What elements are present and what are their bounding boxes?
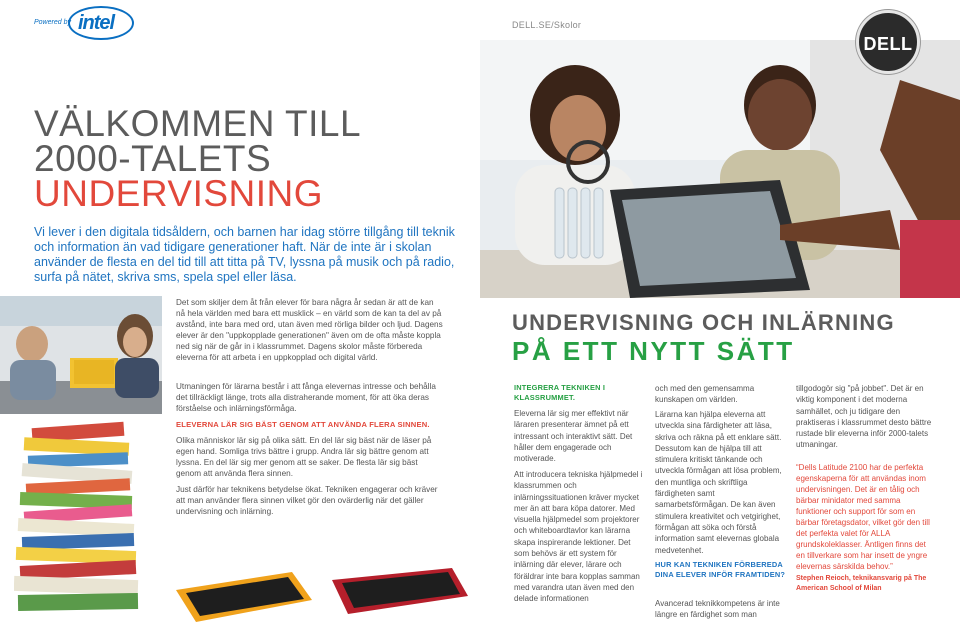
future-heading: HUR KAN TEKNIKEN FÖRBEREDA DINA ELEVER INFÖR FRAMTIDEN? (655, 560, 786, 579)
title-line-3: UNDERVISNING (34, 173, 324, 214)
intel-logo: intel (68, 6, 134, 40)
col1-paragraph-2: Att introducera tekniska hjälpmedel i klassrummen och inlärningssituationen kräver mycket mer än att bara köpa datorer. Med visuella hjälpmedel som projektorer och whiteboardtavlor kan lärarna skapa inspirerande lektioner. Det som behövs är ett system för inlärning där elever, lärare och föräldrar inte bara kopplas samman med varandra utan även med den delade informationen (514, 470, 643, 604)
integrate-technology-heading: INTEGRERA TEKNIKEN I KLASSRUMMET. (514, 383, 606, 402)
stacked-books-photo (14, 420, 149, 615)
hero-classroom-photo (480, 40, 960, 298)
senses-heading: ELEVERNA LÄR SIG BÄST GENOM ATT ANVÄNDA FLERA SINNEN. (176, 420, 430, 429)
section-title-line-1: UNDERVISNING OCH INLÄRNING (512, 310, 895, 335)
intro-paragraph-2: Utmaningen för lärarna består i att fånga elevernas intresse och behålla det tillräckligt länge, trots alla distraherande moment, för att öka deras förståelse och inlärningsförmåga. (176, 382, 436, 413)
col2-paragraph-1: och med den gemensamma kunskapen om världen. (655, 384, 755, 405)
intro-paragraph-1: Det som skiljer dem åt från elever för bara några år sedan är att de kan nå hela världen med bara ett musklick – en värld som de kan ta del av på avstånd, inte bara med ord, utan även med rörliga bilder och ljud. Dagens elever är den "uppkopplade generationen" även om de ofta måste koppla ned sig när de går in i klassrummet. Dagens skolor måste förbereda eleverna för att arbeta i en uppkopplad och digital värld. (176, 298, 443, 362)
title-line-1: VÄLKOMMEN TILL (34, 103, 362, 144)
senses-paragraph: Olika människor lär sig på olika sätt. En del lär sig bäst när de läser på egen hand. Somliga trivs bättre i grupp. Andra lär sig bättre genom att lyssna. En del lär sig mer genom att se saker. De flesta lär sig bäst genom att använda flera sinnen. (176, 436, 432, 478)
dell-logo: DELL (856, 10, 920, 74)
technology-paragraph: Just därför har teknikens betydelse ökat. Tekniken engagerar och kräver att man använder flera sinnen vilket gör den ovärderlig när det gäller undervisning och inlärning. (176, 485, 438, 516)
page-title (34, 103, 454, 214)
section-title (512, 310, 942, 366)
col2-paragraph-2: Lärarna kan hjälpa eleverna att utveckla sina färdigheter att läsa, skriva och räkna på ett enklare sätt. Dessutom kan de hjälpa till att stimulera kritiskt tänkande och utveckla förmågan att lösa problem, den muntliga och skriftliga färdigheten samt samarbetsförmågan. De kan även stimulera kreativitet och vetgirighet, förmågan att söka och förstå information samt elevernas globala medvetenhet. (655, 410, 782, 555)
col2-paragraph-3: Avancerad teknikkompetens är inte längre en färdighet som man (655, 599, 780, 620)
site-url: DELL.SE/Skolor (512, 20, 582, 30)
powered-by-text: Powered by (34, 19, 71, 26)
testimonial-quote: “Dells Latitude 2100 har de perfekta egenskaperna för att användas inom undervisningen. Det är en tålig och bärbar minidator med samma funktioner och support för som en bärbar företagsdator, vilket gör den till det perfekta valet för ALLA grundskoleklasser. Äntligen finns det en tillverkare som har insett de yngre elevernas särskilda behov.” (796, 463, 930, 571)
kids-with-laptops-photo (0, 296, 162, 414)
lead-paragraph: Vi lever i den digitala tidsåldern, och barnen har idag större tillgång till teknik och information än vad tidigare generationer haft. När de inte är i skolan använder de flesta en del tid till att titta på TV, lyssna på musik och på radio, surfa på nätet, skriva sms, spela spel eller läsa. (34, 225, 455, 284)
section-title-line-2: PÅ ETT NYTT SÄTT (512, 336, 795, 366)
col1-paragraph-1: Eleverna lär sig mer effektivt när läraren presenterar ämnet på ett intressant och interaktivt sätt. Det håller dem engagerade och motiverade. (514, 409, 633, 464)
quote-author: Stephen Reioch, teknikansvarig på The American School of Milan (796, 575, 927, 592)
title-line-2: 2000-TALETS (34, 138, 272, 179)
powered-by-intel (30, 6, 150, 40)
netbooks-photo (172, 560, 472, 628)
col3-paragraph-1: tillgodogör sig "på jobbet". Det är en viktig komponent i det moderna samhället, och ju tidigare den praktiseras i klassrummet desto bättre rustade blir eleverna inför 2000-talets utmaningar. (796, 384, 932, 450)
